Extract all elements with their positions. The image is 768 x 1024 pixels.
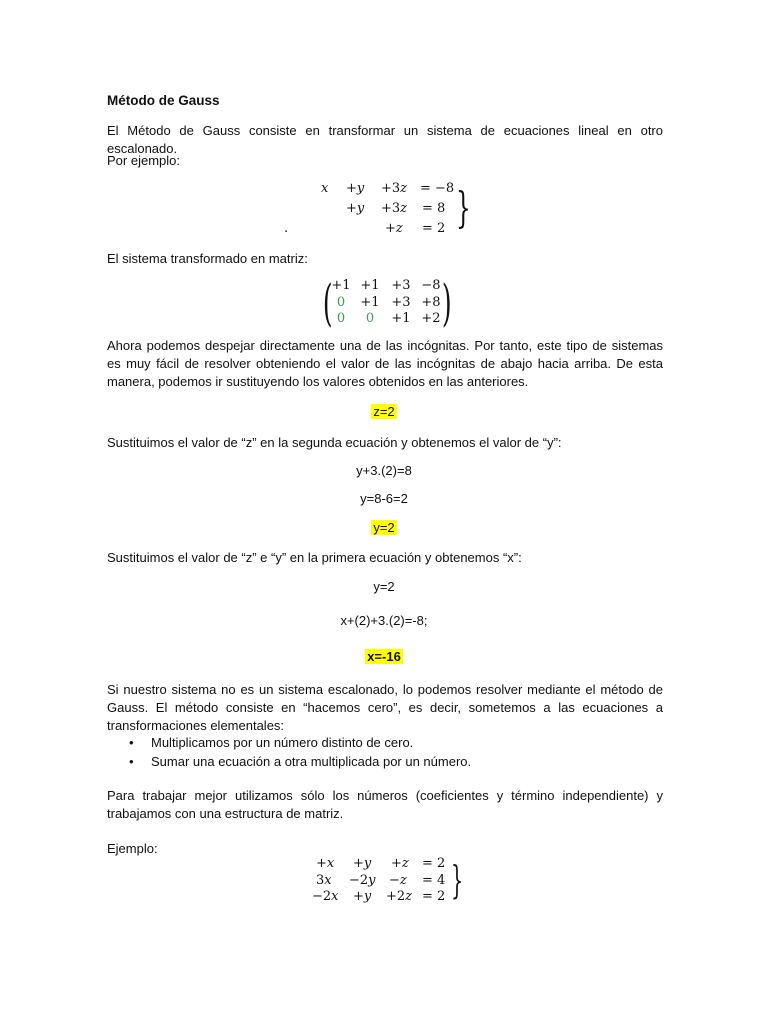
y-value-line	[0, 519, 768, 537]
left-paren-icon: (	[322, 274, 333, 332]
sys2-cell: +z	[391, 856, 409, 871]
sys2-cell: +y	[353, 889, 372, 904]
despejar-paragraph: Ahora podemos despejar directamente una de las incógnitas. Por tanto, este tipo de sistemas es muy fácil de resolver obteniendo el valor de las incógnitas de abajo hacia arriba. De esta manera, podemos ir sustituyendo los valores obtenidos en las anteriores.	[107, 338, 663, 389]
matrix-cell: +1	[360, 278, 380, 293]
eq-x-step-2: x+(2)+3.(2)=-8;	[340, 613, 428, 628]
sys2-cell: −2x	[312, 889, 339, 904]
sys1-r3-c4: = 2	[422, 221, 446, 236]
matrix-cell: +3	[391, 278, 411, 293]
z-value: z=2	[373, 404, 395, 419]
x-value: x=-16	[367, 649, 401, 664]
transformations-list	[107, 733, 471, 771]
bullet-icon: •	[129, 754, 134, 769]
matrix-cell: +2	[421, 311, 441, 326]
x-value-line	[0, 648, 768, 666]
example-label: Por ejemplo:	[107, 153, 180, 168]
matrix-cell: +8	[421, 295, 441, 310]
list-item	[107, 733, 471, 752]
sys2-cell: = 2	[422, 856, 446, 871]
sys1-r2-c3: +3z	[381, 201, 408, 216]
sys2-cell: −z	[389, 873, 407, 888]
sys1-r1-c2: +y	[346, 181, 365, 196]
right-brace-icon: }	[451, 858, 464, 902]
sys1-r1-c3: +3z	[381, 181, 408, 196]
stray-dot: .	[284, 221, 289, 236]
intro-paragraph: El Método de Gauss consiste en transformar un sistema de ecuaciones lineal en otro escalonado.	[107, 123, 663, 156]
sys2-cell: −2y	[349, 873, 376, 888]
page-title: Método de Gauss	[107, 93, 220, 108]
right-brace-icon: }	[456, 183, 471, 232]
matrix-cell: +1	[391, 311, 411, 326]
sustitucion-1: Sustituimos el valor de “z” en la segunda ecuación y obtenemos el valor de “y”:	[107, 435, 562, 450]
sys2-cell: = 4	[422, 873, 446, 888]
eq-y-step-2: y=8-6=2	[360, 491, 408, 506]
matrix-cell: +1	[360, 295, 380, 310]
sys1-r2-c2: +y	[346, 201, 365, 216]
matrix-cell: 0	[336, 295, 346, 310]
sys1-r3-c3: +z	[385, 221, 403, 236]
sys2-cell: 3x	[316, 873, 332, 888]
sys2-cell: +y	[353, 856, 372, 871]
matriz-paragraph: Para trabajar mejor utilizamos sólo los números (coeficientes y término independiente) y trabajamos con una estructura de matriz.	[107, 788, 663, 821]
matrix-cell: 0	[336, 311, 346, 326]
matrix-cell: −8	[421, 278, 441, 293]
y-value: y=2	[373, 520, 395, 535]
sys2-cell: +2z	[386, 889, 413, 904]
list-item-text: Multiplicamos por un número distinto de cero.	[151, 735, 414, 750]
sys1-r2-c4: = 8	[422, 201, 446, 216]
sys1-r1-c1: x	[321, 181, 329, 196]
no-escalonado-paragraph: Si nuestro sistema no es un sistema escalonado, lo podemos resolver mediante el método de Gauss. El método consiste en “hacemos cero”, es decir, sometemos a las ecuaciones a transformaciones elementales:	[107, 682, 663, 733]
sys2-cell: +x	[316, 856, 335, 871]
list-item	[107, 752, 471, 771]
matrix-label: El sistema transformado en matriz:	[107, 251, 308, 266]
eq-y-step-1: y+3.(2)=8	[356, 463, 412, 478]
bullet-icon: •	[129, 735, 134, 750]
z-value-line	[0, 403, 768, 421]
sustitucion-2: Sustituimos el valor de “z” e “y” en la primera ecuación y obtenemos “x”:	[107, 550, 522, 565]
list-item-text: Sumar una ecuación a otra multiplicada por un número.	[151, 754, 472, 769]
right-paren-icon: )	[441, 274, 452, 332]
matrix-cell: +3	[391, 295, 411, 310]
ejemplo-label: Ejemplo:	[107, 841, 158, 856]
matrix-cell: +1	[331, 278, 351, 293]
sys2-cell: = 2	[422, 889, 446, 904]
eq-x-step-1: y=2	[373, 579, 395, 594]
sys1-r1-c4: = −8	[420, 181, 455, 196]
matrix-cell: 0	[365, 311, 375, 326]
